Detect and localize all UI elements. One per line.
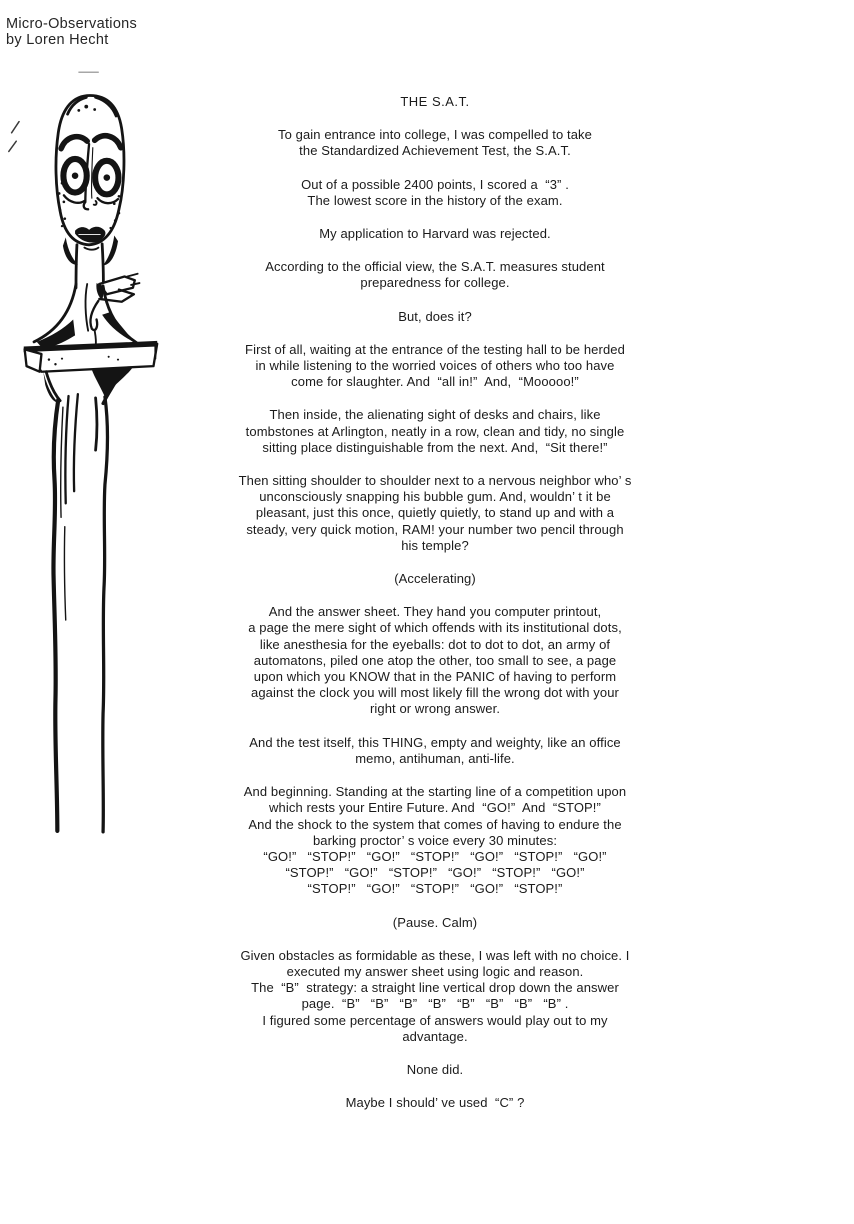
text-line: None did. [406,1061,464,1077]
text-line: in while listening to the worried voices of others who too have [255,358,615,374]
text-line: like anesthesia for the eyeballs: dot to dot to dot, an army of [259,636,611,652]
text-line: against the clock you will most likely fill the wrong dot with your [251,685,619,701]
text-line: “STOP!” “GO!” “STOP!” “GO!” “STOP!” “GO!” [285,865,585,881]
paragraph [178,915,692,931]
text-line: I figured some percentage of answers would play out to my [262,1012,608,1028]
totem-figure-ink-drawing-icon [0,60,180,900]
text-line: Maybe I should’ ve used “C” ? [345,1095,525,1111]
paragraph [178,1062,692,1078]
text-line: preparedness for college. [360,275,510,291]
text-line: right or wrong answer. [369,701,501,717]
text-line: And beginning. Standing at the starting line of a competition upon [243,784,627,800]
text-line: Then sitting shoulder to shoulder next to a nervous neighbor who’ s [238,473,632,489]
text-line: And the answer sheet. They hand you computer printout, [268,604,602,620]
masthead-title: Micro-Observations [6,16,138,32]
text-line: his temple? [401,537,469,553]
text-line: Then inside, the alienating sight of desks and chairs, like [269,407,601,423]
text-line: pleasant, just this once, quietly quietly, to stand up and with a [255,505,615,521]
text-line: upon which you KNOW that in the PANIC of having to perform [253,669,617,685]
text-line: executed my answer sheet using logic and reason. [286,963,584,979]
text-line: The “B” strategy: a straight line vertical drop down the answer [251,980,619,996]
paragraph [178,259,692,291]
text-line: page. “B” “B” “B” “B” “B” “B” “B” “B” . [301,996,569,1012]
text-line: memo, antihuman, anti-life. [355,750,515,766]
text-line: The lowest score in the history of the exam. [307,192,563,208]
poem [178,94,692,1128]
text-line: steady, very quick motion, RAM! your number two pencil through [246,521,624,537]
poem-body [178,127,692,1111]
text-line: Out of a possible 2400 points, I scored a “3” . [301,176,569,192]
text-line: sitting place distinguishable from the next. And, “Sit there!” [262,439,608,455]
text-line: come for slaughter. And “all in!” And, “Mooooo!” [291,374,579,390]
paragraph [178,342,692,391]
text-line: But, does it? [398,308,472,324]
text-line: barking proctor’ s voice every 30 minutes: [312,832,558,848]
masthead [6,16,137,48]
paragraph [178,309,692,325]
text-line: automatons, piled one atop the other, too small to see, a page [253,652,617,668]
text-line: unconsciously snapping his bubble gum. And, wouldn’ t it be [259,489,611,505]
text-line: (Pause. Calm) [392,914,478,930]
paragraph [178,473,692,554]
paragraph [178,177,692,209]
text-line: According to the official view, the S.A.T. measures student [265,259,605,275]
text-line: First of all, waiting at the entrance of the testing hall to be herded [245,341,625,357]
poem-title: THE S.A.T. [400,94,470,109]
text-line: My application to Harvard was rejected. [319,226,551,242]
text-line: And the shock to the system that comes of having to endure the [248,816,622,832]
paragraph [178,226,692,242]
paragraph [178,735,692,767]
text-line: which rests your Entire Future. And “GO!” And “STOP!” [269,800,601,816]
paragraph [178,127,692,159]
text-line: a page the mere sight of which offends with its institutional dots, [248,620,622,636]
paragraph [178,948,692,1045]
text-line: (Accelerating) [394,571,476,587]
text-line: Given obstacles as formidable as these, I was left with no choice. I [240,947,630,963]
text-line: tombstones at Arlington, neatly in a row, clean and tidy, no single [245,423,625,439]
paragraph [178,604,692,717]
text-line: “STOP!” “GO!” “STOP!” “GO!” “STOP!” [307,881,563,897]
paragraph [178,571,692,587]
paragraph [178,407,692,456]
masthead-byline: by Loren Hecht [6,32,109,48]
text-line: the Standardized Achievement Test, the S.A.T. [299,143,571,159]
text-line: And the test itself, this THING, empty and weighty, like an office [249,734,621,750]
text-line: “GO!” “STOP!” “GO!” “STOP!” “GO!” “STOP!” “GO!” [263,848,607,864]
text-line: advantage. [402,1028,468,1044]
paragraph [178,1095,692,1111]
text-line: To gain entrance into college, I was compelled to take [278,127,592,143]
paragraph [178,784,692,897]
